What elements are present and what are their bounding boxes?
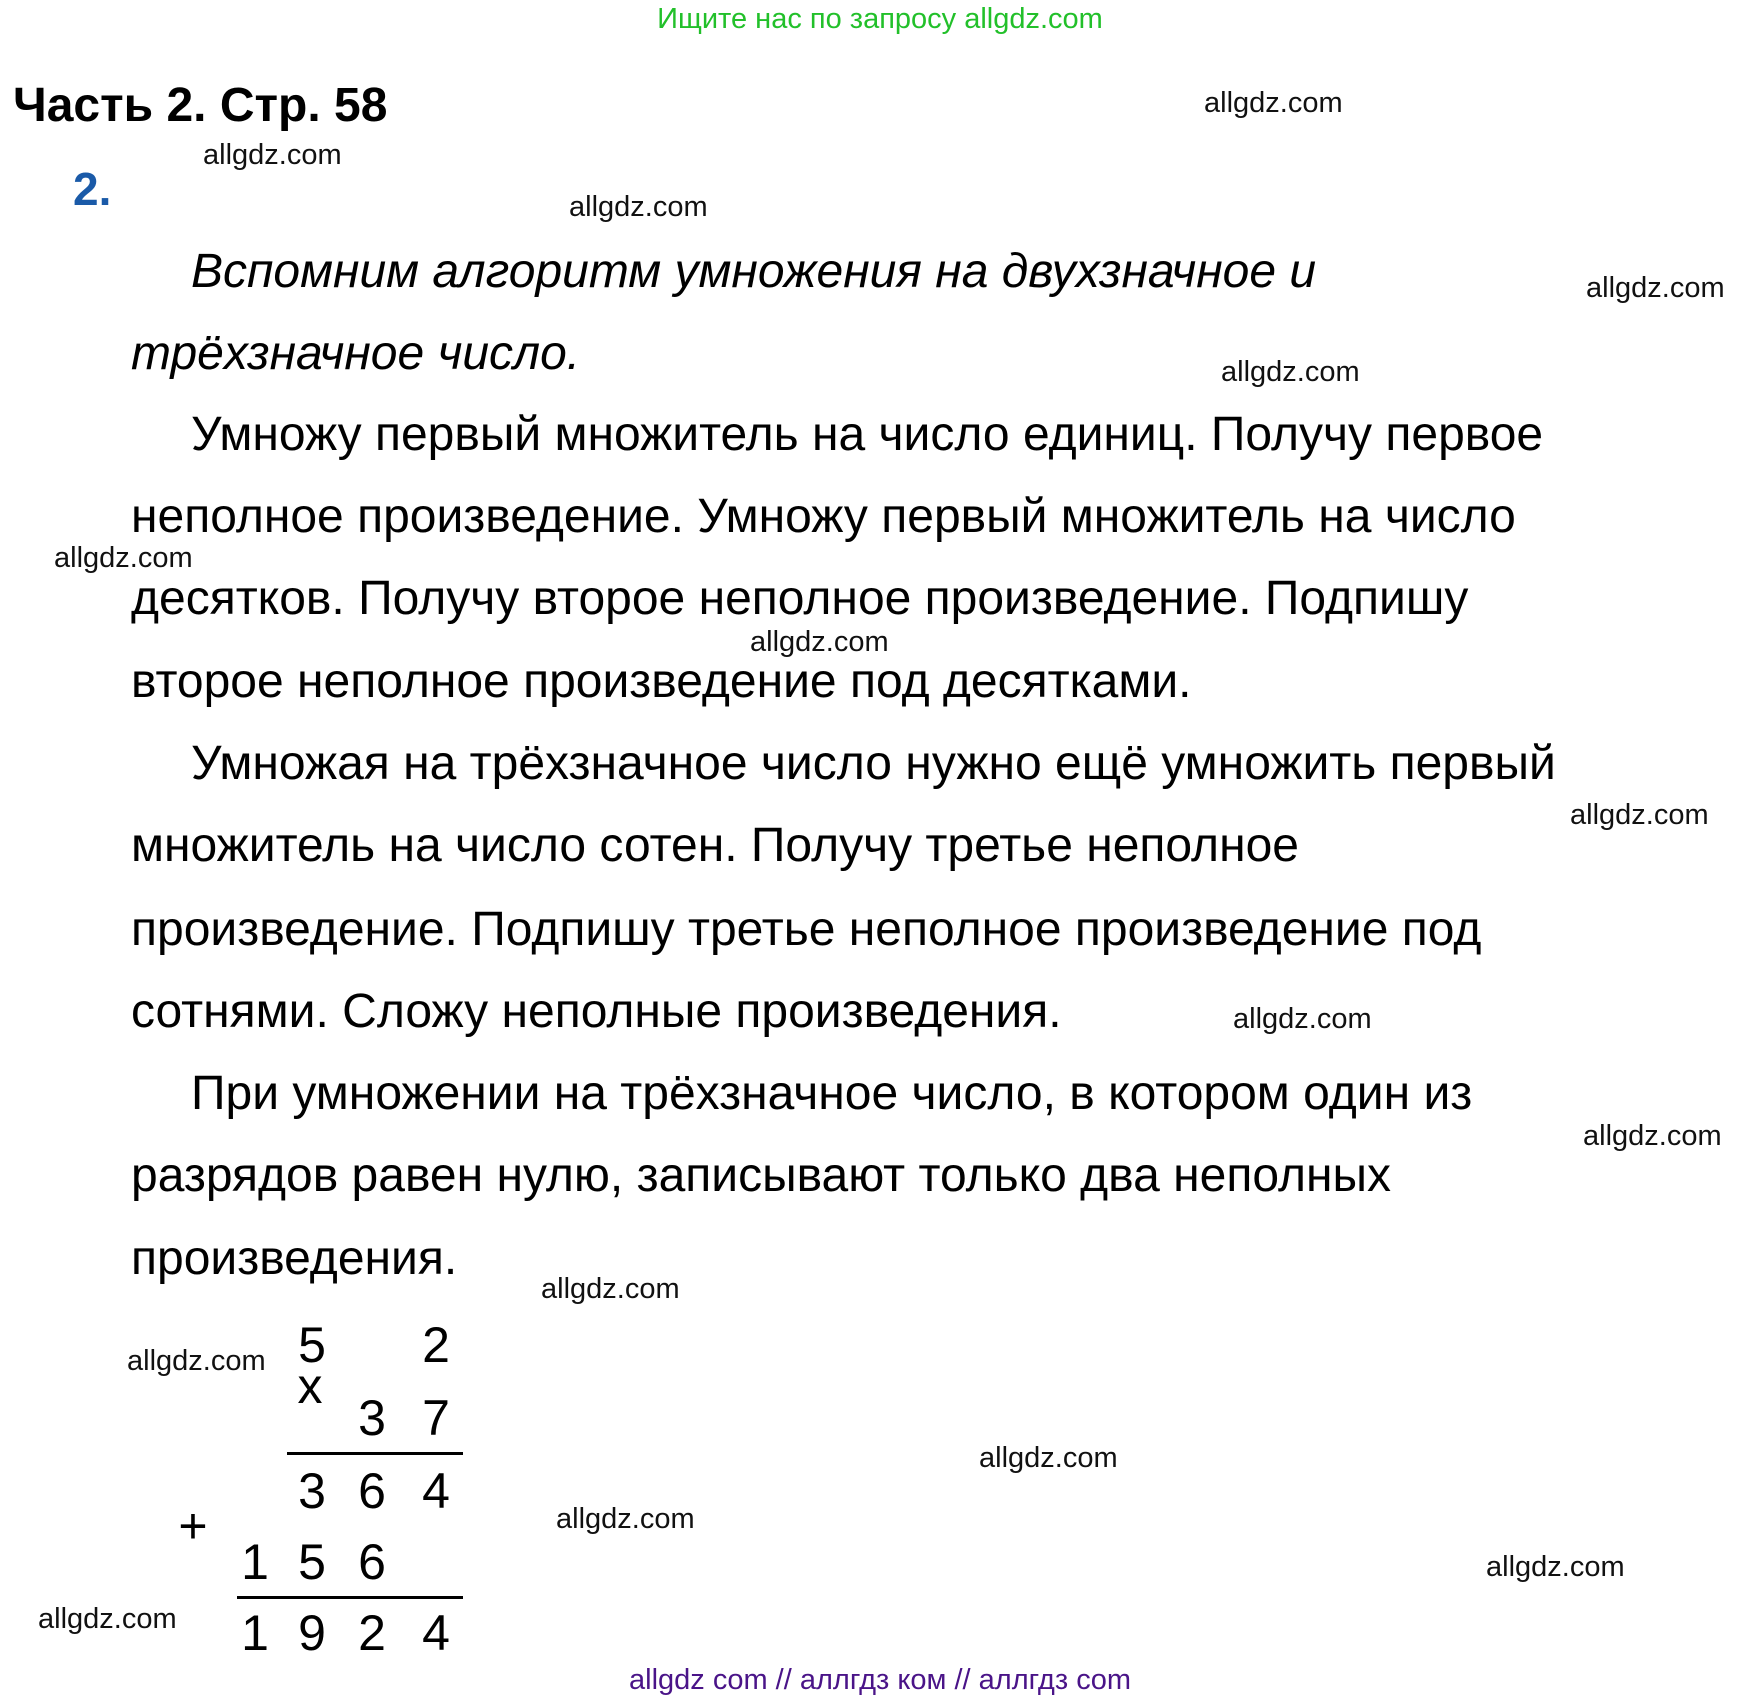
body-line: При умножении на трёхзначное число, в котором один из: [191, 1067, 1473, 1120]
body-line: трёхзначное число.: [131, 327, 581, 380]
digit: 1: [241, 1605, 269, 1661]
body-line: разрядов равен нулю, записывают только два неполных: [131, 1149, 1392, 1202]
watermark: allgdz.com: [54, 542, 193, 574]
watermark: allgdz.com: [1233, 1003, 1372, 1035]
body-line: множитель на число сотен. Получу третье неполное: [131, 819, 1299, 872]
body-line: произведения.: [131, 1232, 458, 1285]
watermark: allgdz.com: [203, 139, 342, 171]
multiply-sign: x: [297, 1358, 323, 1414]
watermark: allgdz.com: [569, 191, 708, 223]
body-line: Вспомним алгоритм умножения на двухзначное и: [191, 245, 1317, 298]
body-line: Умножая на трёхзначное число нужно ещё умножить первый: [191, 737, 1556, 790]
watermark: allgdz.com: [1570, 799, 1709, 831]
body-line: Умножу первый множитель на число единиц. Получу первое: [191, 408, 1544, 461]
digit: 5: [298, 1317, 326, 1373]
divider-line: [287, 1452, 463, 1455]
task-number: 2.: [73, 163, 112, 215]
watermark: allgdz.com: [1586, 272, 1725, 304]
digit: 3: [358, 1390, 386, 1446]
digit: 7: [422, 1390, 450, 1446]
divider-line: [237, 1596, 463, 1599]
watermark: allgdz.com: [541, 1273, 680, 1305]
watermark: allgdz.com: [1204, 87, 1343, 119]
watermark: allgdz.com: [127, 1345, 266, 1377]
footer-watermark: allgdz com // аллгдз ком // аллгдз com: [629, 1664, 1131, 1696]
body-line: сотнями. Сложу неполные произведения.: [131, 985, 1062, 1038]
digit: 6: [358, 1534, 386, 1590]
body-line: второе неполное произведение под десятками.: [131, 655, 1192, 708]
digit: 4: [422, 1463, 450, 1519]
watermark: allgdz.com: [750, 626, 889, 658]
digit: 3: [298, 1463, 326, 1519]
digit: 1: [241, 1534, 269, 1590]
header-banner: Ищите нас по запросу allgdz.com: [657, 3, 1103, 35]
watermark: allgdz.com: [1221, 356, 1360, 388]
watermark: allgdz.com: [556, 1503, 695, 1535]
digit: 5: [298, 1534, 326, 1590]
watermark: allgdz.com: [1486, 1551, 1625, 1583]
digit: 4: [422, 1605, 450, 1661]
watermark: allgdz.com: [1583, 1120, 1722, 1152]
digit: 6: [358, 1463, 386, 1519]
plus-sign: +: [178, 1498, 208, 1554]
digit: 9: [298, 1605, 326, 1661]
digit: 2: [422, 1317, 450, 1373]
page-title: Часть 2. Стр. 58: [13, 79, 388, 132]
watermark: allgdz.com: [38, 1603, 177, 1635]
digit: 2: [358, 1605, 386, 1661]
body-line: неполное произведение. Умножу первый множитель на число: [131, 490, 1516, 543]
body-line: произведение. Подпишу третье неполное произведение под: [131, 903, 1482, 956]
watermark: allgdz.com: [979, 1442, 1118, 1474]
body-line: десятков. Получу второе неполное произведение. Подпишу: [131, 572, 1469, 625]
